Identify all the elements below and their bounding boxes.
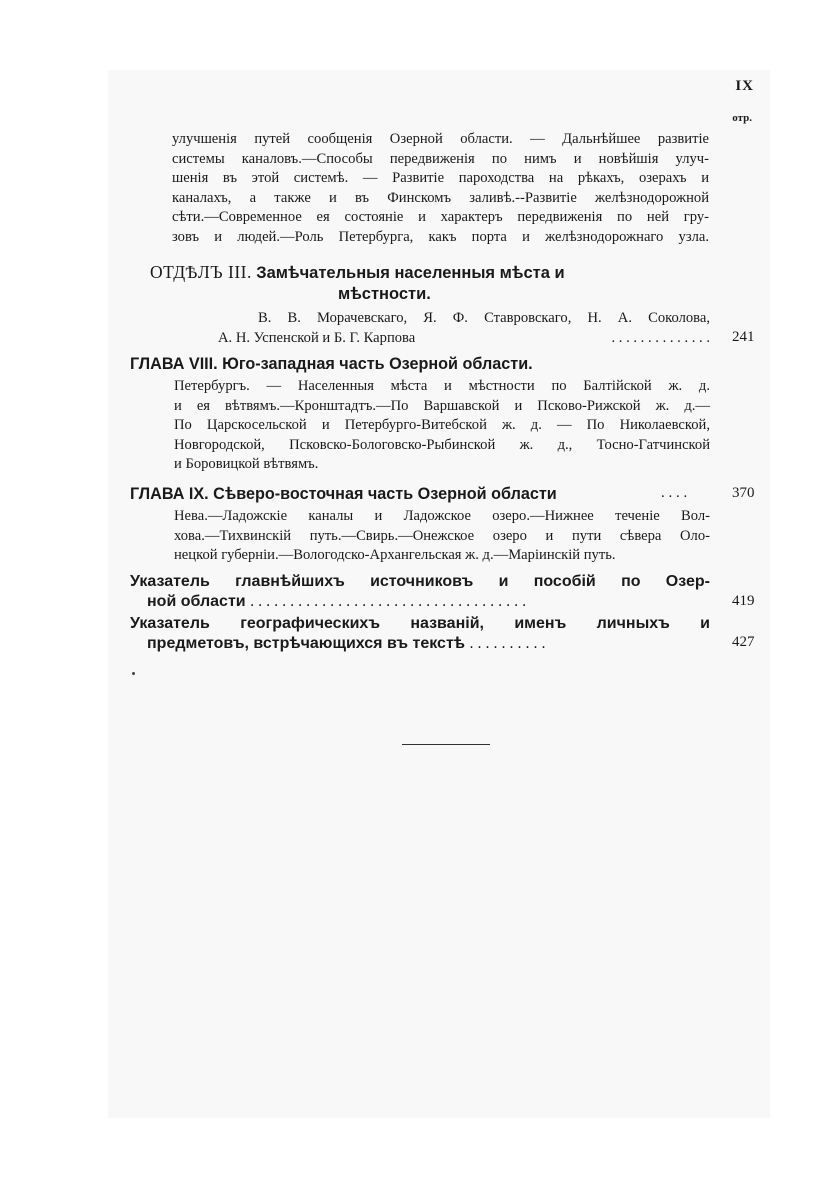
page-ref-419: 419: [732, 593, 755, 609]
index-1-title-cont: [147, 592, 710, 612]
section-prefix: ОТДѢЛЪ III.: [150, 262, 252, 282]
leader-dots: . . . . . . . . . . . . . .: [611, 330, 710, 346]
index-2-title-line2: предметовъ, встрѣчающихся въ текстѣ: [147, 635, 466, 652]
text-line: и ея вѣтвямъ.—Кронштадтъ.—По Варшавской и Псково-Рижской ж. д.—: [174, 397, 710, 414]
section-heading: [150, 262, 710, 284]
section-authors: [258, 309, 710, 329]
section-heading-cont: [338, 283, 431, 305]
text-line: По Царскосельской и Петербурго-Витебской ж. д. — По Николаевской,: [174, 417, 710, 434]
section-title-cont: мѣстности.: [338, 285, 431, 303]
text-line: хова.—Тихвинскій путь.—Свирь.—Онежское озеро и пути сѣвера Оло-: [174, 527, 710, 544]
text-line: зовъ и людей.—Роль Петербурга, какъ порта и желѣзнодорожнаго узла.: [172, 228, 709, 245]
page-ref-427: 427: [732, 634, 755, 650]
text-line: сѣти.—Современное ея состояніе и характеръ передвиженія по ней гру-: [172, 209, 709, 226]
text-line: нецкой губерніи.—Вологодско-Архангельская ж. д.—Маріинскій путь.: [174, 547, 616, 564]
ink-speck: [132, 672, 135, 675]
text-line: каналахъ, а также и въ Финскомъ заливѣ.--Развитіе желѣзнодорожной: [172, 189, 709, 206]
chapter-9-contents: [174, 507, 710, 566]
section-title: Замѣчательныя населенныя мѣста и: [256, 264, 565, 282]
authors-line-2: [218, 329, 710, 349]
page-number: IX: [735, 78, 754, 94]
authors-line: В. В. Морачевскаго, Я. Ф. Ставровскаго, Н. А. Соколова,: [258, 310, 710, 326]
index-1-title: Указатель главнѣйшихъ источниковъ и пособій по Озер-: [130, 573, 710, 590]
page-column-label: отр.: [732, 112, 752, 124]
leader-dots: . . . . . . . . . . . . . . . . . . . . . . . . . . . . . . . . . . .: [250, 593, 527, 610]
text-line: Новгородской, Псковско-Бологовско-Рыбинской ж. д., Тосно-Гатчинской: [174, 436, 710, 453]
chapter-9-title: ГЛАВА IX. Сѣверо-восточная часть Озерной области: [130, 485, 557, 503]
chapter-8-contents: [174, 377, 710, 475]
end-rule: [402, 744, 490, 745]
text-line: и Боровицкой вѣтвямъ.: [174, 456, 319, 473]
page-ref-370: 370: [732, 485, 755, 501]
leader-dots: . . . . . . . . . .: [469, 635, 546, 652]
text-line: улучшенія путей сообщенія Озерной области. — Дальнѣйшее развитіе: [172, 131, 709, 147]
index-2-title-cont: [147, 634, 545, 654]
chapter-8-title: ГЛАВА VIII. Юго-западная часть Озерной области.: [130, 355, 533, 373]
index-1-title-line2: ной области: [147, 593, 246, 610]
text-line: системы каналовъ.—Способы передвиженія по нимъ и новѣйшія улуч-: [172, 150, 709, 167]
page-ref-241: 241: [732, 329, 755, 345]
text-line: шенія въ этой системѣ. — Развитіе пароходства на рѣкахъ, озерахъ и: [172, 170, 709, 187]
leader-dots: . . . .: [661, 485, 688, 501]
index-2-title: Указатель географическихъ названій, именъ личныхъ и: [130, 615, 710, 632]
text-line: Петербургъ. — Населенныя мѣста и мѣстности по Балтійской ж. д.: [174, 378, 710, 394]
text-line: Нева.—Ладожскіе каналы и Ладожское озеро.—Нижнее теченіе Вол-: [174, 508, 710, 524]
authors-names: А. Н. Успенской и Б. Г. Карпова: [218, 330, 416, 346]
intro-paragraph: [172, 130, 709, 248]
